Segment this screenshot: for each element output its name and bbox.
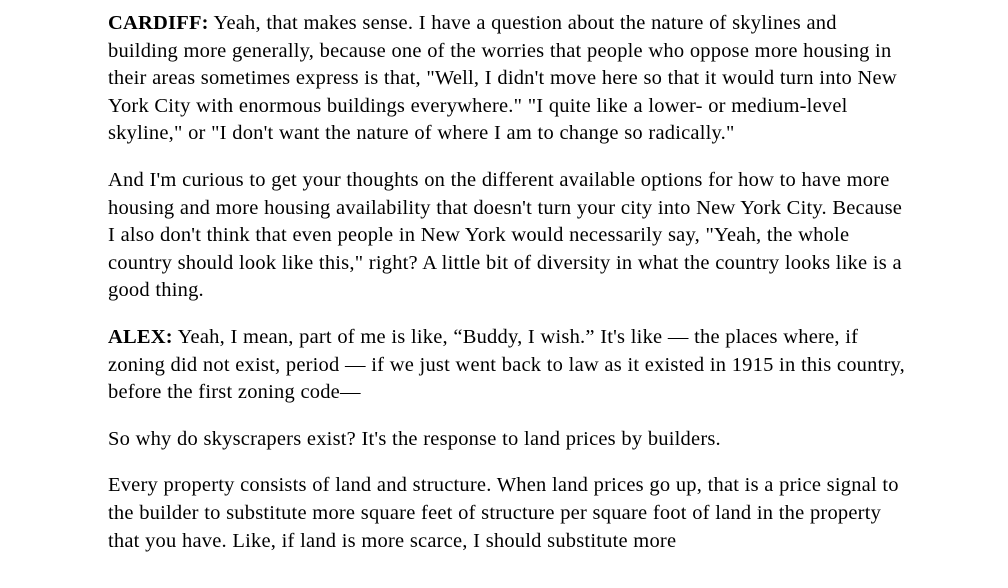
paragraph-text: Yeah, that makes sense. I have a question about the nature of skylines and building more generally, because one of the worries that people who oppose more housing in their areas sometimes express is that, "Well, I didn't move here so that it would turn into New York City with enormous buildings everywhere." "I quite like a lower- or medium-level skyline," or "I don't want the nature of where I am to change so radically." xyxy=(108,12,897,145)
transcript-paragraph xyxy=(108,167,908,305)
paragraph-text: Yeah, I mean, part of me is like, “Buddy, I wish.” It's like — the places where, if zoning did not exist, period — if we just went back to law as it existed in 1915 in this country, before the first zoning code— xyxy=(108,325,905,404)
transcript-paragraph xyxy=(108,10,908,148)
speaker-label: ALEX: xyxy=(108,325,173,348)
transcript-paragraph xyxy=(108,472,908,555)
paragraph-text: So why do skyscrapers exist? It's the response to land prices by builders. xyxy=(108,427,721,450)
transcript-paragraph xyxy=(108,324,908,407)
paragraph-text: Every property consists of land and structure. When land prices go up, that is a price signal to the builder to substitute more square feet of structure per square foot of land in the property that you have. Like, if land is more scarce, I should substitute more xyxy=(108,474,899,552)
speaker-label: CARDIFF: xyxy=(108,12,209,34)
transcript-paragraph xyxy=(108,426,908,454)
paragraph-text: And I'm curious to get your thoughts on the different available options for how to have more housing and more housing availability that doesn't turn your city into New York City. Because I also don't think that even people in New York would necessarily say, "Yeah, the whole country should look like this," right? A little bit of diversity in what the country looks like is a good thing. xyxy=(108,168,903,302)
